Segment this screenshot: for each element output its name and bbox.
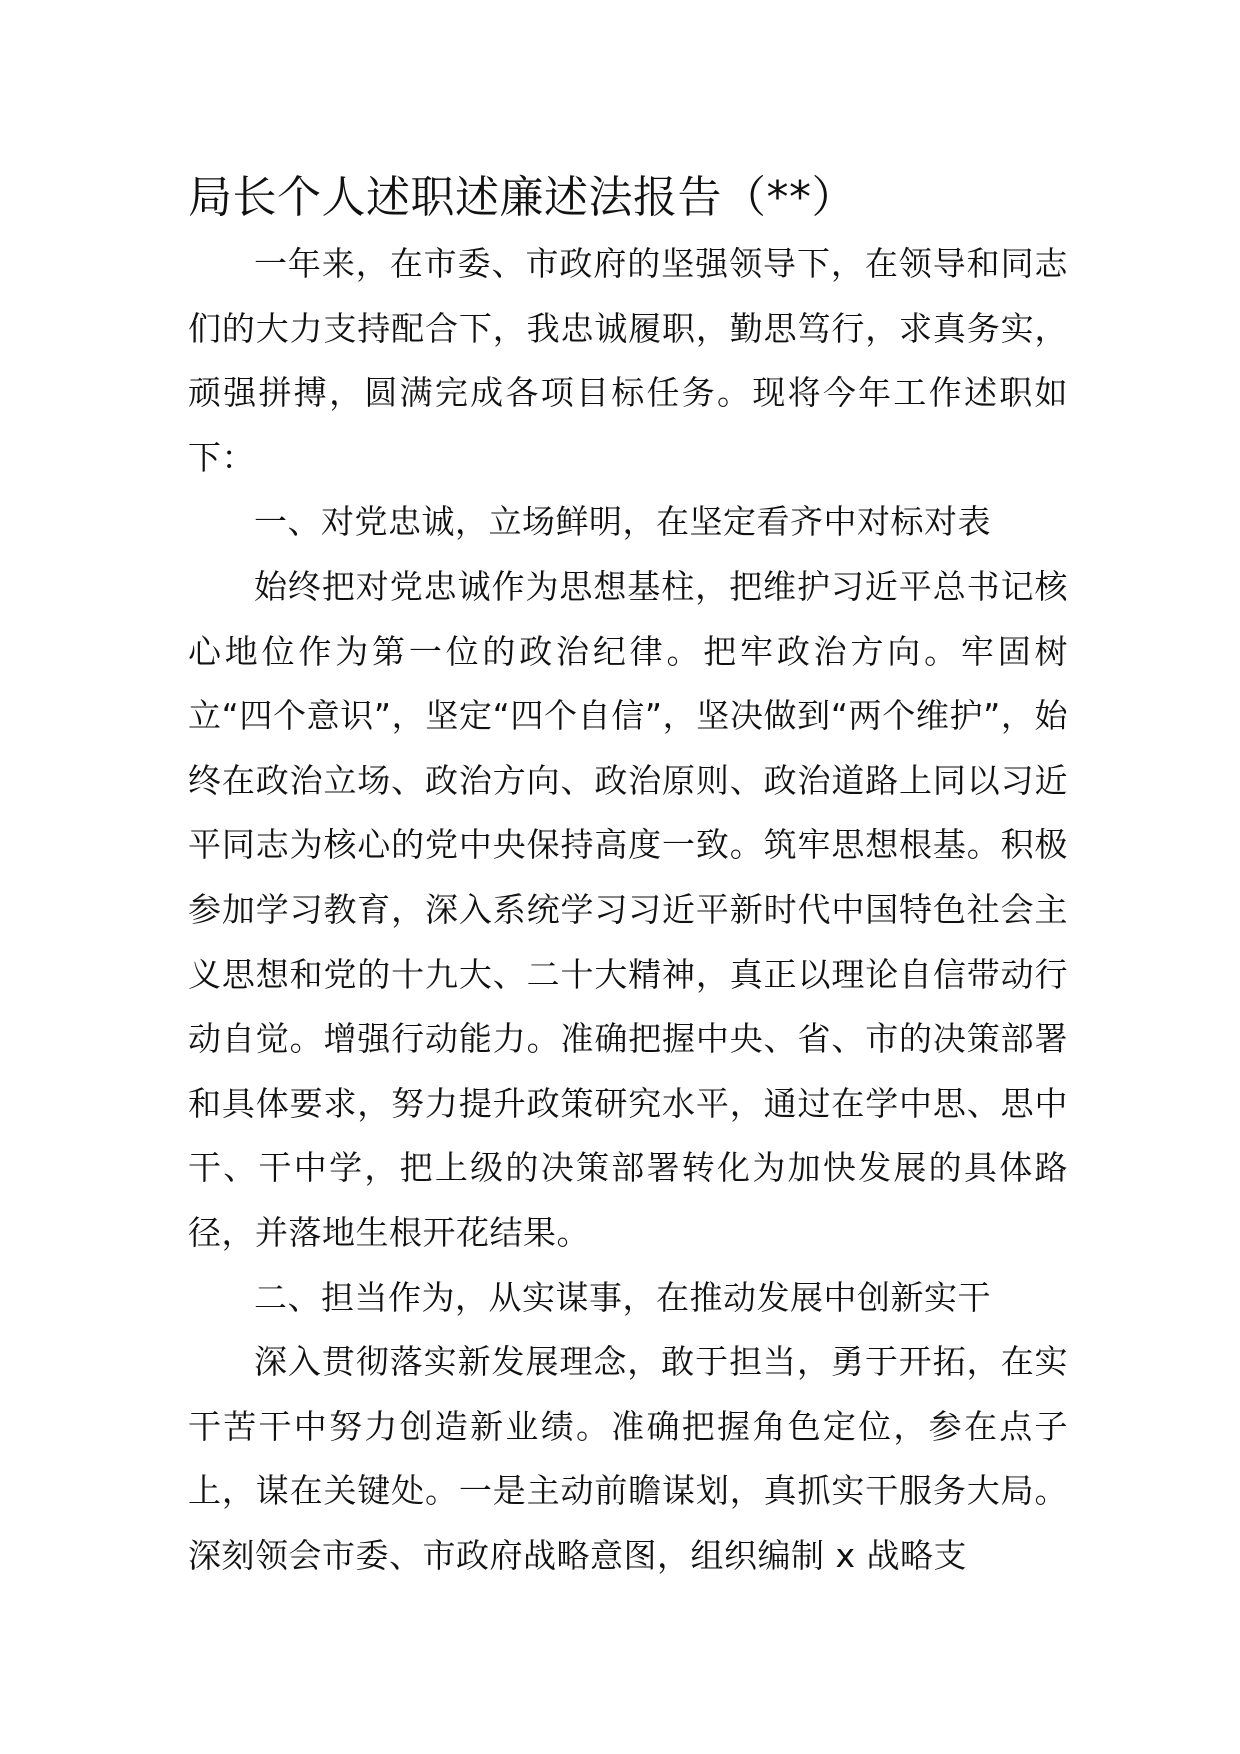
section-2-paragraph: 深入贯彻落实新发展理念，敢于担当，勇于开拓，在实干苦干中努力创造新业绩。准确把握角色定位，参在点子上，谋在关键处。一是主动前瞻谋划，真抓实干服务大局。深刻领会市委、市政府战略意图，组织编制 x 战略支	[188, 1342, 1068, 1575]
section-heading-2: 二、担当作为，从实谋事，在推动发展中创新实干	[254, 1277, 991, 1317]
section-heading-1: 一、对党忠诚，立场鲜明，在坚定看齐中对标对表	[254, 502, 991, 542]
document-title: 局长个人述职述廉述法报告（**）	[188, 172, 856, 223]
document-body	[188, 232, 1068, 1588]
section-1-paragraph: 始终把对党忠诚作为思想基柱，把维护习近平总书记核心地位作为第一位的政治纪律。把牢政治方向。牢固树立“四个意识”，坚定“四个自信”，坚决做到“两个维护”，始终在政治立场、政治方向、政治原则、政治道路上同以习近平同志为核心的党中央保持高度一致。筑牢思想根基。积极参加学习教育，深入系统学习习近平新时代中国特色社会主义思想和党的十九大、二十大精神，真正以理论自信带动行动自觉。增强行动能力。准确把握中央、省、市的决策部署和具体要求，努力提升政策研究水平，通过在学中思、思中干、干中学，把上级的决策部署转化为加快发展的具体路径，并落地生根开花结果。	[188, 566, 1068, 1252]
intro-paragraph: 一年来，在市委、市政府的坚强领导下，在领导和同志们的大力支持配合下，我忠诚履职，勤思笃行，求真务实，顽强拼搏，圆满完成各项目标任务。现将今年工作述职如下：	[188, 244, 1068, 477]
